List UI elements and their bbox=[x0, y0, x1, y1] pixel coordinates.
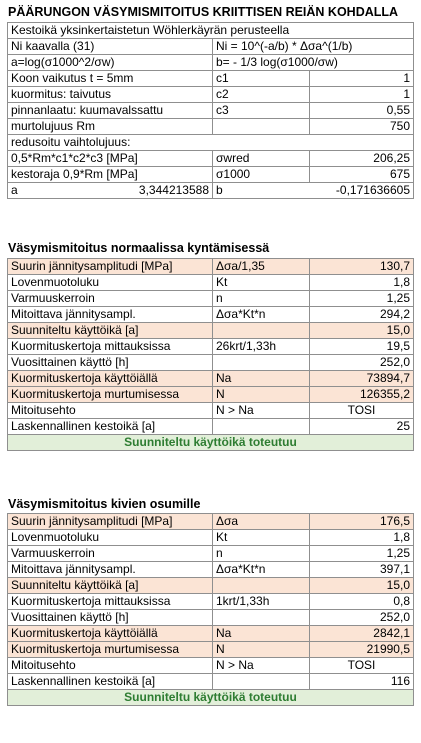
subtitle-row bbox=[8, 23, 414, 39]
table-row bbox=[8, 387, 414, 403]
cell[interactable]: a=log(σ1000^2/σw) bbox=[8, 55, 213, 71]
cell[interactable]: 130,7 bbox=[310, 259, 414, 275]
cell[interactable]: N bbox=[213, 387, 310, 403]
cell[interactable]: c3 bbox=[213, 103, 310, 119]
table-row bbox=[8, 259, 414, 275]
table-row bbox=[8, 674, 414, 690]
table-row bbox=[8, 135, 414, 151]
cell[interactable]: 26krt/1,33h bbox=[213, 339, 310, 355]
cell[interactable]: Kuormituskertoja murtumisessa bbox=[8, 387, 213, 403]
cell[interactable]: kestoraja 0,9*Rm [MPa] bbox=[8, 167, 213, 183]
cell[interactable]: 750 bbox=[310, 119, 414, 135]
cell[interactable]: Kuormituskertoja mittauksissa bbox=[8, 594, 213, 610]
cell[interactable]: 1,25 bbox=[310, 291, 414, 307]
cell[interactable]: Na bbox=[213, 371, 310, 387]
section1-table bbox=[7, 22, 414, 199]
cell[interactable]: Suurin jännitysamplitudi [MPa] bbox=[8, 514, 213, 530]
cell[interactable]: b= - 1/3 log(σ1000/σw) bbox=[213, 55, 414, 71]
cell[interactable]: 73894,7 bbox=[310, 371, 414, 387]
cell[interactable]: N bbox=[213, 642, 310, 658]
a-label: a bbox=[11, 183, 18, 197]
cell[interactable]: 116 bbox=[310, 674, 414, 690]
result-cell[interactable]: Suunniteltu käyttöikä toteutuu bbox=[8, 690, 414, 706]
cell[interactable]: 0,8 bbox=[310, 594, 414, 610]
cell[interactable]: Δσa*Kt*n bbox=[213, 307, 310, 323]
cell[interactable]: 176,5 bbox=[310, 514, 414, 530]
cell[interactable]: Ni = 10^(-a/b) * Δσa^(1/b) bbox=[213, 39, 414, 55]
cell[interactable]: Lovenmuotoluku bbox=[8, 530, 213, 546]
cell[interactable]: 675 bbox=[310, 167, 414, 183]
ab-row bbox=[8, 183, 414, 199]
b-label: b bbox=[216, 183, 223, 197]
cell[interactable]: 397,1 bbox=[310, 562, 414, 578]
cell[interactable]: Kuormituskertoja mittauksissa bbox=[8, 339, 213, 355]
cell[interactable]: Ni kaavalla (31) bbox=[8, 39, 213, 55]
cell[interactable]: Mitoitusehto bbox=[8, 403, 213, 419]
table-row bbox=[8, 594, 414, 610]
cell[interactable]: Kestoikä yksinkertaistetun Wöhlerkäyrän perusteella bbox=[8, 23, 414, 39]
table-row bbox=[8, 658, 414, 674]
cell[interactable]: 294,2 bbox=[310, 307, 414, 323]
cell[interactable]: c2 bbox=[213, 87, 310, 103]
cell[interactable] bbox=[213, 183, 414, 199]
table-row bbox=[8, 419, 414, 435]
table-row bbox=[8, 355, 414, 371]
cell[interactable]: pinnanlaatu: kuumavalssattu bbox=[8, 103, 213, 119]
cell[interactable]: Kuormituskertoja käyttöiällä bbox=[8, 371, 213, 387]
table-row bbox=[8, 87, 414, 103]
cell[interactable]: Laskennallinen kestoikä [a] bbox=[8, 419, 213, 435]
cell[interactable]: 1 bbox=[310, 71, 414, 87]
formula-row bbox=[8, 39, 414, 55]
cell[interactable] bbox=[213, 610, 310, 626]
cell[interactable]: 15,0 bbox=[310, 578, 414, 594]
cell[interactable]: Δσa*Kt*n bbox=[213, 562, 310, 578]
cell[interactable]: 1,8 bbox=[310, 530, 414, 546]
cell[interactable]: kuormitus: taivutus bbox=[8, 87, 213, 103]
table-row bbox=[8, 578, 414, 594]
cell[interactable]: Δσa/1,35 bbox=[213, 259, 310, 275]
cell[interactable]: 15,0 bbox=[310, 323, 414, 339]
cell[interactable]: Kuormituskertoja murtumisessa bbox=[8, 642, 213, 658]
cell[interactable]: Mitoittava jännitysampl. bbox=[8, 562, 213, 578]
section2-table bbox=[7, 258, 414, 451]
cell[interactable]: murtolujuus Rm bbox=[8, 119, 213, 135]
cell[interactable]: Laskennallinen kestoikä [a] bbox=[8, 674, 213, 690]
table-row bbox=[8, 291, 414, 307]
table-row bbox=[8, 323, 414, 339]
cell[interactable]: Kt bbox=[213, 530, 310, 546]
cell[interactable]: Na bbox=[213, 626, 310, 642]
table-row bbox=[8, 403, 414, 419]
table-row bbox=[8, 151, 414, 167]
section1-title: PÄÄRUNGON VÄSYMISMITOITUS KRIITTISEN REIÄN KOHDALLA bbox=[8, 5, 399, 19]
cell[interactable] bbox=[213, 419, 310, 435]
table-row bbox=[8, 530, 414, 546]
result-row bbox=[8, 435, 414, 451]
table-row bbox=[8, 275, 414, 291]
cell[interactable]: 252,0 bbox=[310, 355, 414, 371]
table-row bbox=[8, 371, 414, 387]
formula-row bbox=[8, 55, 414, 71]
cell[interactable] bbox=[213, 355, 310, 371]
cell[interactable]: 1,8 bbox=[310, 275, 414, 291]
cell[interactable]: Mitoitusehto bbox=[8, 658, 213, 674]
table-row bbox=[8, 71, 414, 87]
cell[interactable]: Varmuuskerroin bbox=[8, 291, 213, 307]
cell[interactable]: n bbox=[213, 291, 310, 307]
result-row bbox=[8, 690, 414, 706]
cell[interactable]: Koon vaikutus t = 5mm bbox=[8, 71, 213, 87]
b-value: -0,171636605 bbox=[335, 183, 410, 197]
cell[interactable]: Suunniteltu käyttöikä [a] bbox=[8, 578, 213, 594]
section3-table bbox=[7, 513, 414, 706]
cell[interactable]: 21990,5 bbox=[310, 642, 414, 658]
section2-title: Väsymismitoitus normaalissa kyntämisessä bbox=[8, 241, 270, 255]
cell[interactable] bbox=[213, 323, 310, 339]
cell[interactable]: 25 bbox=[310, 419, 414, 435]
cell[interactable]: 2842,1 bbox=[310, 626, 414, 642]
table-row bbox=[8, 119, 414, 135]
cell[interactable]: Vuosittainen käyttö [h] bbox=[8, 610, 213, 626]
cell[interactable] bbox=[213, 119, 310, 135]
a-value: 3,344213588 bbox=[138, 183, 209, 197]
table-row bbox=[8, 562, 414, 578]
cell[interactable]: 1,25 bbox=[310, 546, 414, 562]
cell[interactable]: 252,0 bbox=[310, 610, 414, 626]
table-row bbox=[8, 514, 414, 530]
table-row bbox=[8, 167, 414, 183]
cell[interactable] bbox=[213, 674, 310, 690]
result-cell[interactable]: Suunniteltu käyttöikä toteutuu bbox=[8, 435, 414, 451]
cell[interactable]: σ1000 bbox=[213, 167, 310, 183]
cell[interactable]: c1 bbox=[213, 71, 310, 87]
cell[interactable]: 0,55 bbox=[310, 103, 414, 119]
cell[interactable]: Suunniteltu käyttöikä [a] bbox=[8, 323, 213, 339]
cell[interactable]: N > Na bbox=[213, 658, 310, 674]
cell[interactable]: σwred bbox=[213, 151, 310, 167]
table-row bbox=[8, 307, 414, 323]
cell[interactable]: 1 bbox=[310, 87, 414, 103]
cell[interactable]: redusoitu vaihtolujuus: bbox=[8, 135, 414, 151]
cell[interactable]: Δσa bbox=[213, 514, 310, 530]
cell[interactable]: Mitoittava jännitysampl. bbox=[8, 307, 213, 323]
cell[interactable]: N > Na bbox=[213, 403, 310, 419]
cell[interactable] bbox=[8, 183, 213, 199]
cell[interactable]: Lovenmuotoluku bbox=[8, 275, 213, 291]
cell[interactable]: Varmuuskerroin bbox=[8, 546, 213, 562]
cell[interactable]: TOSI bbox=[310, 658, 414, 674]
table-row bbox=[8, 610, 414, 626]
cell[interactable]: 0,5*Rm*c1*c2*c3 [MPa] bbox=[8, 151, 213, 167]
table-row bbox=[8, 642, 414, 658]
cell[interactable]: TOSI bbox=[310, 403, 414, 419]
table-row bbox=[8, 339, 414, 355]
cell[interactable]: Kuormituskertoja käyttöiällä bbox=[8, 626, 213, 642]
cell[interactable]: 206,25 bbox=[310, 151, 414, 167]
table-row bbox=[8, 103, 414, 119]
cell[interactable]: 19,5 bbox=[310, 339, 414, 355]
cell[interactable]: Kt bbox=[213, 275, 310, 291]
table-row bbox=[8, 546, 414, 562]
cell[interactable]: 126355,2 bbox=[310, 387, 414, 403]
cell[interactable] bbox=[213, 578, 310, 594]
section3-title: Väsymismitoitus kivien osumille bbox=[8, 497, 201, 511]
cell[interactable]: 1krt/1,33h bbox=[213, 594, 310, 610]
cell[interactable]: Vuosittainen käyttö [h] bbox=[8, 355, 213, 371]
cell[interactable]: n bbox=[213, 546, 310, 562]
cell[interactable]: Suurin jännitysamplitudi [MPa] bbox=[8, 259, 213, 275]
table-row bbox=[8, 626, 414, 642]
